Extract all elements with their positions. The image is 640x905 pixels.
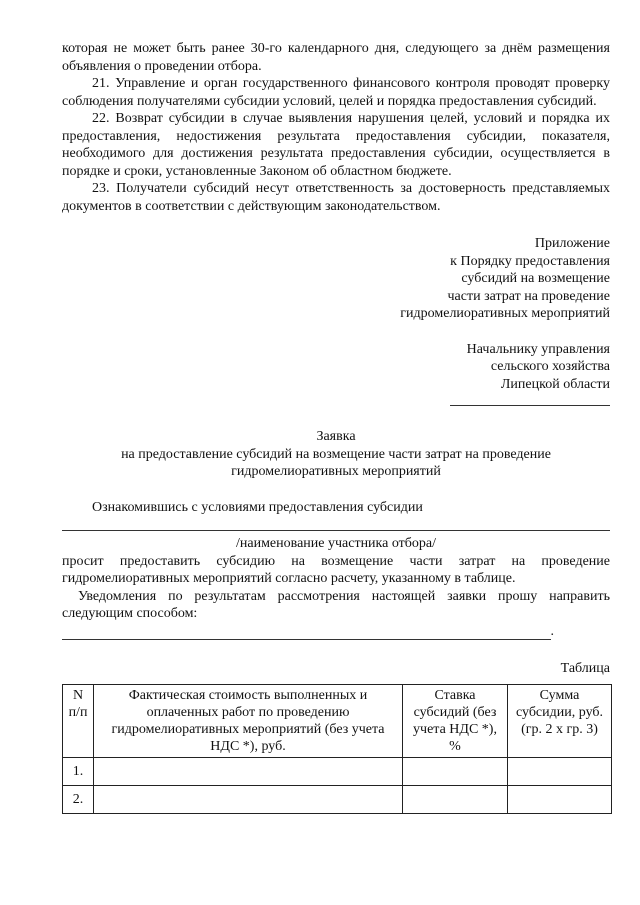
appendix-block — [62, 235, 610, 323]
notification-end-dot: . — [550, 623, 554, 639]
appendix-line-3: субсидий на возмещение — [461, 271, 610, 286]
application-intro: Ознакомившись с условиями предоставления субсидии — [92, 499, 423, 515]
table-label: Таблица — [560, 661, 610, 676]
header-amount: Сумма субсидии, руб. (гр. 2 x гр. 3) — [508, 684, 612, 757]
appendix-line-2: к Порядку предоставления — [450, 253, 610, 269]
row-num: 1. — [63, 757, 94, 785]
cell-amount[interactable] — [508, 785, 612, 813]
application-notification: Уведомления по результатам рассмотрения настоящей заявки прошу направить следующим способом: — [62, 588, 610, 621]
paragraph-23: 23. Получатели субсидий несут ответственность за достоверность представляемых документов в соответствии с действующим законодательством. — [62, 181, 610, 214]
addressee-block — [62, 341, 610, 407]
header-cost: Фактическая стоимость выполненных и оплаченных работ по проведению гидромелиоративных мероприятий (без учета НДС *), руб. — [94, 684, 403, 757]
row-num: 2. — [63, 785, 94, 813]
addressee-line-1: Начальнику управления — [466, 341, 610, 357]
notification-method-line[interactable] — [62, 627, 551, 640]
application-subtitle-1: на предоставление субсидий на возмещение части затрат на проведение — [121, 446, 551, 462]
cell-cost[interactable] — [94, 785, 403, 813]
application-subtitle-2: гидромелиоративных мероприятий — [231, 464, 441, 479]
addressee-line-3: Липецкой области — [500, 376, 610, 392]
table-row — [63, 757, 612, 785]
notification-method-row — [62, 623, 554, 641]
application-title: Заявка — [316, 429, 356, 444]
addressee-signature-line[interactable] — [450, 393, 610, 406]
header-rate: Ставка субсидий (без учета НДС *), % — [403, 684, 508, 757]
addressee-line-2: сельского хозяйства — [490, 359, 610, 374]
participant-name-line[interactable] — [62, 518, 610, 531]
document-page — [62, 40, 610, 814]
paragraph-22: 22. Возврат субсидии в случае выявления нарушения целей, условий и порядка их предоставления, недостижения результата предоставления субсидии, показателя, необходимого для достижения результата предоставления субсидии, осуществляется в порядке и сроки, установленные Законом об областном бюджете. — [62, 111, 610, 179]
appendix-line-5: гидромелиоративных мероприятий — [400, 306, 610, 321]
cell-amount[interactable] — [508, 757, 612, 785]
table-row — [63, 785, 612, 813]
paragraph-21: 21. Управление и орган государственного финансового контроля проводят проверку соблюдения получателями субсидии условий, целей и порядка предоставления субсидий. — [62, 76, 610, 109]
header-num: N п/п — [63, 684, 94, 757]
appendix-line-4: части затрат на проведение — [447, 288, 610, 304]
cell-rate[interactable] — [403, 785, 508, 813]
subsidy-table — [62, 684, 612, 814]
appendix-line-1: Приложение — [534, 236, 610, 251]
cell-rate[interactable] — [403, 757, 508, 785]
application-request: просит предоставить субсидию на возмещение части затрат на проведение гидромелиоративных мероприятий согласно расчету, указанному в таблице. — [62, 553, 610, 586]
participant-caption: /наименование участника отбора/ — [235, 536, 437, 551]
cell-cost[interactable] — [94, 757, 403, 785]
table-header-row — [63, 684, 612, 757]
paragraph-20-tail: которая не может быть ранее 30-го календарного дня, следующего за днём размещения объявления о проведении отбора. — [62, 41, 610, 74]
